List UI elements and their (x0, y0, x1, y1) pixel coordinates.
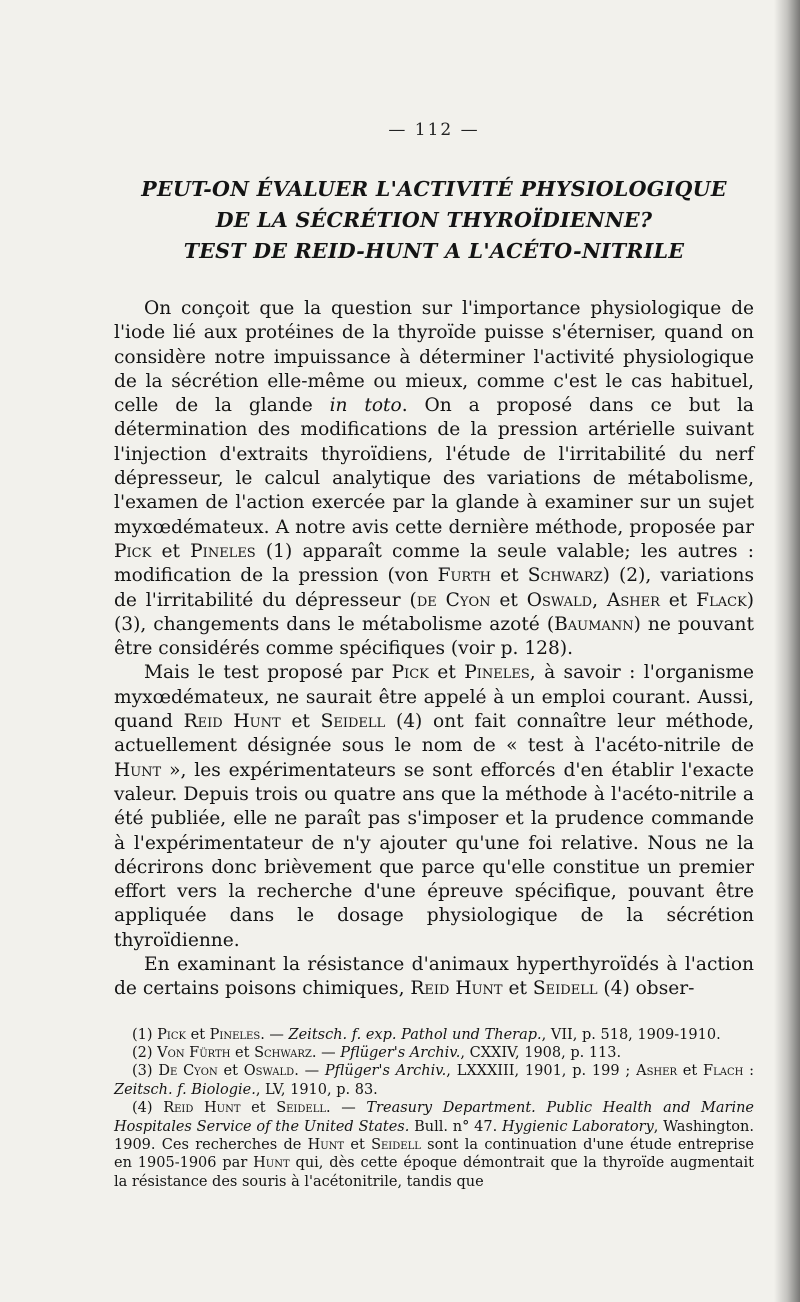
page-number: — 112 — (388, 120, 480, 140)
paragraph-3: En examinant la résistance d'animaux hyperthyroïdés à l'action de certains poisons chimiques, Reid Hunt et Seidell (4) obser- (114, 954, 754, 1000)
footnote-3: (3) De Cyon et Oswald. — Pflüger's Archiv., LXXXIII, 1901, p. 199 ; Asher et Flach : Zeitsch. f. Biologie., LV, 1910, p. 83. (114, 1063, 755, 1098)
book-page (114, 120, 754, 1191)
scan-page-edge (774, 0, 800, 1302)
footnote-2: (2) Von Fürth et Schwarz. — Pflüger's Archiv., CXXIV, 1908, p. 113. (132, 1045, 622, 1062)
footnote-4: (4) Reid Hunt et Seidell. — Treasury Department. Public Health and Marine Hospitales Service of the United States. Bull. n° 47. Hygienic Laboratory, Washington. 1909. Ces recherches de Hunt et Seidell sont la continuation d'une étude entreprise en 1905-1906 par Hunt qui, dès cette époque démontrait que la thyroïde augmentait la résistance des souris à l'acétonitrile, tandis que (114, 1100, 754, 1190)
title-line-1: PEUT-ON ÉVALUER L'ACTIVITÉ PHYSIOLOGIQUE (141, 177, 727, 201)
title-line-2: DE LA SÉCRÉTION THYROÏDIENNE? (215, 208, 653, 232)
title-line-3: TEST DE REID-HUNT A L'ACÉTO-NITRILE (183, 239, 685, 263)
footnote-1: (1) Pick et Pineles. — Zeitsch. f. exp. Pathol und Therap., VII, p. 518, 1909-1910. (132, 1026, 721, 1043)
paragraph-2: Mais le test proposé par Pick et Pineles, à savoir : l'organisme myxœdémateux, ne saurait être appelé à un emploi courant. Aussi, quand Reid Hunt et Seidell (4) ont fait connaître leur méthode, actuellement désignée sous le nom de « test à l'acéto-nitrile de Hunt », les expérimentateurs se sont efforcés d'en établir l'exacte valeur. Depuis trois ou quatre ans que la méthode à l'acéto-nitrile a été publiée, elle ne paraît pas s'imposer et la prudence commande à l'expérimentateur de n'y ajouter qu'une foi relative. Nous ne la décrirons donc brièvement que parce qu'elle constitue un premier effort vers la recherche d'une épreuve spécifique, pouvant être appliquée dans le dosage physiologique de la sécrétion thyroïdienne. (114, 662, 755, 951)
footnotes (114, 1026, 754, 1192)
paragraph-1: On conçoit que la question sur l'importance physiologique de l'iode lié aux protéines de la thyroïde puisse s'éterniser, quand on considère notre impuissance à déterminer l'activité physiologique de la sécrétion elle-même ou mieux, comme c'est le cas habituel, celle de la glande in toto. On a proposé dans ce but la détermination des modifications de la pression artérielle suivant l'injection d'extraits thyroïdiens, l'étude de l'irritabilité du nerf dépresseur, le calcul analytique des variations de métabolisme, l'examen de l'action exercée par la glande à examiner sur un sujet myxœdémateux. A notre avis cette dernière méthode, proposée par Pick et Pineles (1) apparaît comme la seule valable; les autres : modification de la pression (von Furth et Schwarz) (2), variations de l'irritabilité du dépresseur (de Cyon et Oswald, Asher et Flack) (3), changements dans le métabolisme azoté (Baumann) ne pouvant être considérés comme spécifiques (voir p. 128). (114, 298, 755, 660)
chapter-title (114, 174, 754, 267)
